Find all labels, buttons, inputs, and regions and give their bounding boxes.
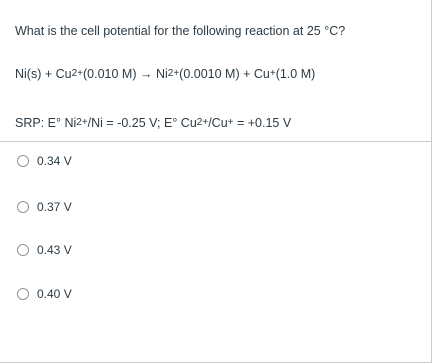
reaction-text-1: Ni(s) + Cu [15, 67, 72, 81]
answer-option-3[interactable] [17, 241, 72, 259]
srp-charge-3: + [227, 117, 234, 128]
srp-charge-1: 2+ [76, 117, 88, 128]
srp-text-1: SRP: E° Ni [15, 116, 77, 130]
answer-option-2[interactable] [17, 198, 72, 216]
srp-charge-2: 2+ [196, 117, 209, 128]
answer-option-1[interactable] [17, 152, 72, 170]
reaction-equation [15, 66, 315, 82]
standard-reduction-potentials [15, 115, 291, 131]
srp-text-3: /Cu [208, 116, 228, 130]
answer-option-3-label: 0.43 V [37, 243, 72, 257]
answer-option-4[interactable] [17, 285, 72, 303]
radio-button-1[interactable] [17, 155, 29, 167]
reaction-charge-2: 2+ [167, 68, 180, 79]
answer-option-2-label: 0.37 V [37, 200, 72, 214]
reaction-text-2: (0.010 M) → Ni [83, 67, 168, 81]
question-divider [0, 141, 432, 142]
answer-option-4-label: 0.40 V [37, 287, 72, 301]
srp-text-4: = +0.15 V [233, 116, 292, 130]
reaction-text-4: (1.0 M) [275, 67, 316, 81]
srp-text-2: /Ni = -0.25 V; E° Cu [87, 116, 197, 130]
question-prompt: What is the cell potential for the following reaction at 25 °C? [15, 24, 346, 38]
radio-button-4[interactable] [17, 288, 29, 300]
reaction-charge-3: + [269, 68, 276, 79]
radio-button-3[interactable] [17, 244, 29, 256]
reaction-charge-1: 2+ [71, 68, 84, 79]
answer-option-1-label: 0.34 V [37, 154, 72, 168]
radio-button-2[interactable] [17, 201, 29, 213]
reaction-text-3: (0.0010 M) + Cu [179, 67, 270, 81]
